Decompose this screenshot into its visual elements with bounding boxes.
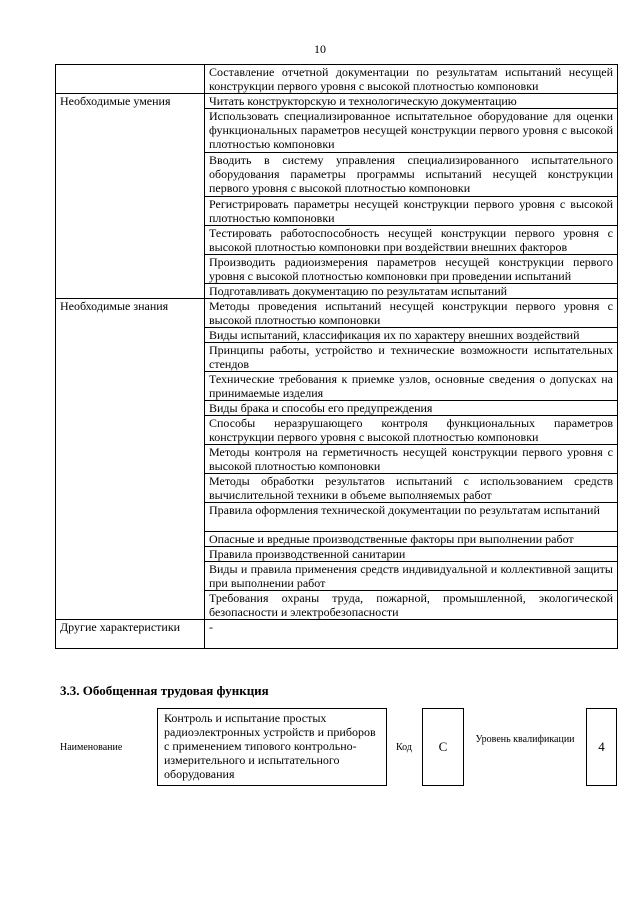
requirement-cell: Вводить в систему управления специализированного испытательного оборудования параметры программы испытаний несущей конструкции первого уровня с высокой плотностью компоновки	[205, 153, 618, 197]
label-cell	[56, 109, 205, 153]
table-row	[56, 328, 618, 343]
table-row	[56, 591, 618, 620]
label-cell	[56, 562, 205, 591]
requirement-cell: Технические требования к приемке узлов, основные сведения о допусках на принимаемые изделия	[205, 372, 618, 401]
label-cell	[56, 401, 205, 416]
other-value: -	[205, 620, 618, 649]
label-cell	[56, 591, 205, 620]
requirement-cell: Опасные и вредные производственные факторы при выполнении работ	[205, 532, 618, 547]
table-row	[56, 255, 618, 284]
qualification-level-value: 4	[598, 739, 605, 754]
table-row	[56, 343, 618, 372]
requirement-cell: Подготавливать документацию по результатам испытаний	[205, 284, 618, 299]
table-row	[56, 109, 618, 153]
requirement-cell: Требования охраны труда, пожарной, промышленной, экологической безопасности и электробезопасности	[205, 591, 618, 620]
other-label: Другие характеристики	[56, 620, 205, 649]
table-row	[56, 532, 618, 547]
table-row	[56, 299, 618, 328]
requirement-cell: Правила производственной санитарии	[205, 547, 618, 562]
label-cell	[56, 65, 205, 94]
table-row	[56, 445, 618, 474]
table-row	[56, 153, 618, 197]
requirement-cell: Составление отчетной документации по результатам испытаний несущей конструкции первого уровня с высокой плотностью компоновки	[205, 65, 618, 94]
function-name-value: Контроль и испытание простых радиоэлектронных устройств и приборов с применением типового контрольно-измерительного и испытательного оборудования	[164, 711, 376, 781]
skills-label: Необходимые умения	[56, 94, 205, 109]
requirement-cell: Использовать специализированное испытательное оборудование для оценки функциональных параметров несущей конструкции первого уровня с высокой плотностью компоновки	[205, 109, 618, 153]
label-cell	[56, 197, 205, 226]
label-cell	[56, 284, 205, 299]
requirement-cell: Принципы работы, устройство и технические возможности испытательных стендов	[205, 343, 618, 372]
page-number: 10	[314, 42, 326, 56]
table-row	[56, 226, 618, 255]
requirement-cell: Читать конструкторскую и технологическую документацию	[205, 94, 618, 109]
label-cell	[56, 532, 205, 547]
table-row	[56, 197, 618, 226]
requirement-cell: Методы контроля на герметичность несущей конструкции первого уровня с высокой плотностью компоновки	[205, 445, 618, 474]
requirement-cell: Производить радиоизмерения параметров несущей конструкции первого уровня с высокой плотностью компоновки при проведении испытаний	[205, 255, 618, 284]
code-label: Код	[396, 742, 412, 753]
label-cell	[56, 255, 205, 284]
knowledge-label: Необходимые знания	[56, 299, 205, 328]
requirement-cell: Методы обработки результатов испытаний с использованием средств вычислительной техники в объеме выполняемых работ	[205, 474, 618, 503]
requirements-table	[55, 64, 618, 649]
requirement-cell: Виды брака и способы его предупреждения	[205, 401, 618, 416]
qualification-level-label: Уровень квалификации	[475, 734, 575, 745]
table-row	[56, 401, 618, 416]
table-row	[56, 503, 618, 532]
code-value: C	[438, 739, 448, 754]
table-row	[56, 547, 618, 562]
table-row	[56, 562, 618, 591]
table-row	[56, 94, 618, 109]
requirement-cell: Тестировать работоспособность несущей конструкции первого уровня с высокой плотностью компоновки при воздействии внешних факторов	[205, 226, 618, 255]
table-row	[56, 284, 618, 299]
label-cell	[56, 372, 205, 401]
table-row	[56, 416, 618, 445]
section-heading: 3.3. Обобщенная трудовая функция	[60, 683, 269, 698]
label-cell	[56, 474, 205, 503]
requirement-cell: Методы проведения испытаний несущей конструкции первого уровня с высокой плотностью компоновки	[205, 299, 618, 328]
label-cell	[56, 328, 205, 343]
label-cell	[56, 226, 205, 255]
code-box	[422, 708, 464, 786]
requirement-cell: Регистрировать параметры несущей конструкции первого уровня с высокой плотностью компоновки	[205, 197, 618, 226]
qualification-level-box	[586, 708, 617, 786]
name-label: Наименование	[60, 742, 123, 753]
table-row	[56, 474, 618, 503]
label-cell	[56, 547, 205, 562]
label-cell	[56, 416, 205, 445]
requirement-cell: Способы неразрушающего контроля функциональных параметров конструкции первого уровня с высокой плотностью компоновки	[205, 416, 618, 445]
requirement-cell: Виды испытаний, классификация их по характеру внешних воздействий	[205, 328, 618, 343]
label-cell	[56, 153, 205, 197]
table-row	[56, 620, 618, 649]
function-name-box	[157, 708, 387, 786]
label-cell	[56, 445, 205, 474]
requirement-cell: Виды и правила применения средств индивидуальной и коллективной защиты при выполнении работ	[205, 562, 618, 591]
table-row	[56, 372, 618, 401]
requirement-cell: Правила оформления технической документации по результатам испытаний	[205, 503, 618, 532]
table-row	[56, 65, 618, 94]
label-cell	[56, 503, 205, 532]
label-cell	[56, 343, 205, 372]
